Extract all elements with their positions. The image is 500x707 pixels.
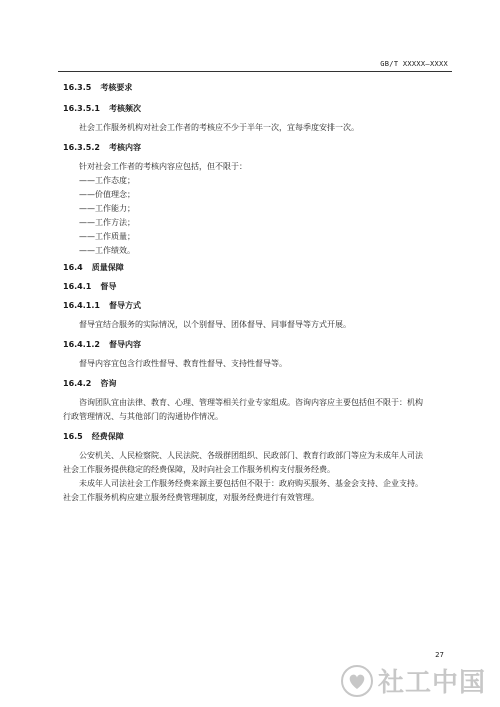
heading-title: 咨询 [100, 379, 117, 388]
paragraph-funding-2-line-2: 社会工作服务机构应建立服务经费管理制度，对服务经费进行有效管理。 [63, 493, 319, 502]
heading-number: 16.4.1.1 [63, 301, 100, 310]
list-item: ——工作质量； [79, 232, 135, 241]
paragraph-consultation-line-2: 行政管理情况、与其他部门的沟通协作情况。 [63, 412, 223, 421]
paragraph-funding-1-line-2: 社会工作服务提供稳定的经费保障，及时向社会工作服务机构支付服务经费。 [63, 465, 335, 474]
heart-logo-icon [340, 664, 374, 698]
heading-title: 考核内容 [108, 143, 141, 152]
heading-title: 督导方式 [108, 301, 141, 310]
heading-title: 督导 [100, 282, 117, 291]
list-item: ——工作态度； [79, 176, 135, 185]
header-rule [58, 71, 452, 72]
heading-16-4-1 [63, 281, 116, 292]
paragraph-assessment-intro: 针对社会工作者的考核内容应包括，但不限于： [79, 162, 247, 171]
paragraph-consultation-line-1: 咨询团队宜由法律、教育、心理、管理等相关行业专家组成。咨询内容应主要包括但不限于：机构 [79, 398, 423, 407]
watermark [340, 662, 486, 699]
heading-title: 考核频次 [108, 104, 141, 113]
list-item: ——工作能力； [79, 204, 135, 213]
heading-number: 16.3.5.1 [63, 104, 100, 113]
paragraph-assessment-frequency: 社会工作服务机构对社会工作者的考核应不少于半年一次，宜每季度安排一次。 [79, 123, 359, 132]
heading-title: 督导内容 [108, 340, 141, 349]
heading-number: 16.4.1 [63, 282, 92, 291]
heading-number: 16.3.5 [63, 83, 92, 92]
heading-number: 16.5 [63, 432, 83, 441]
heading-number: 16.4 [63, 263, 83, 272]
heading-number: 16.4.1.2 [63, 340, 100, 349]
heading-16-3-5 [63, 82, 132, 93]
paragraph-supervision-content: 督导内容宜包含行政性督导、教育性督导、支持性督导等。 [79, 359, 287, 368]
list-item: ——工作方法； [79, 218, 135, 227]
heading-16-4-1-1 [63, 300, 141, 311]
standard-code: GB/T XXXXX—XXXX [380, 60, 448, 68]
list-item: ——价值理念； [79, 190, 135, 199]
heading-16-3-5-2 [63, 142, 141, 153]
paragraph-funding-1-line-1: 公安机关、人民检察院、人民法院、各级群团组织、民政部门、教育行政部门等应为未成年人司法 [79, 451, 423, 460]
heading-title: 考核要求 [100, 83, 133, 92]
heading-16-4-1-2 [63, 339, 141, 350]
heading-title: 经费保障 [91, 432, 124, 441]
heading-16-4-2 [63, 378, 116, 389]
heading-16-5 [63, 431, 124, 442]
heading-16-4 [63, 262, 124, 273]
paragraph-supervision-method: 督导宜结合服务的实际情况，以个别督导、团体督导、同事督导等方式开展。 [79, 320, 351, 329]
paragraph-funding-2-line-1: 未成年人司法社会工作服务经费来源主要包括但不限于：政府购买服务、基金会支持、企业支持。 [79, 479, 423, 488]
list-item: ——工作绩效。 [79, 246, 135, 255]
heading-16-3-5-1 [63, 103, 141, 114]
heading-title: 质量保障 [91, 263, 124, 272]
page-number: 27 [435, 651, 444, 659]
heading-number: 16.4.2 [63, 379, 92, 388]
watermark-text: 社工中国 [377, 668, 486, 698]
heading-number: 16.3.5.2 [63, 143, 100, 152]
